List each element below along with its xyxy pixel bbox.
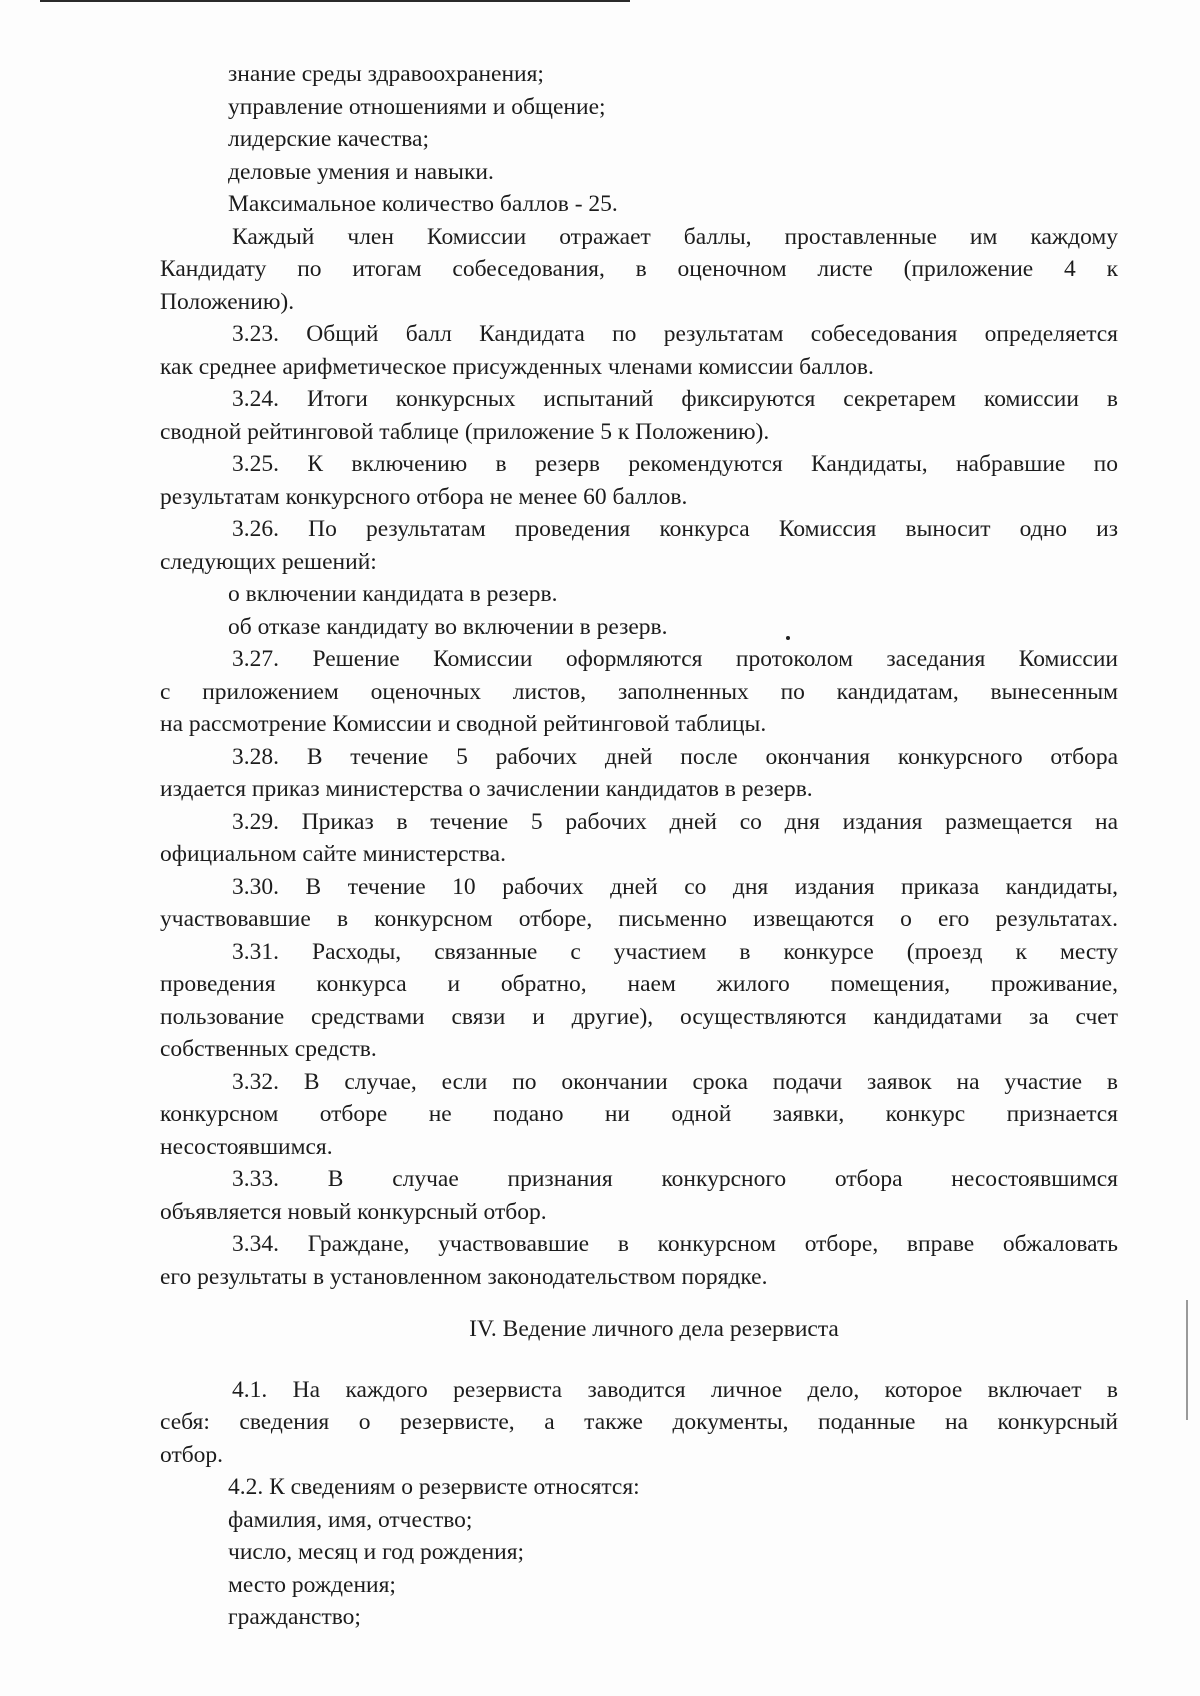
text-line: число, месяц и год рождения; (228, 1539, 525, 1565)
text-line: его результаты в установленном законодательством порядке. (160, 1263, 768, 1290)
text-line: конкурсном отборе не подано ни одной заявки, конкурс признается (160, 1101, 1118, 1127)
text-line: об отказе кандидату во включении в резерв. (228, 613, 668, 640)
text-line: Максимальное количество баллов - 25. (228, 191, 618, 217)
text-line: объявляется новый конкурсный отбор. (160, 1198, 547, 1225)
text-line: Положению). (160, 288, 295, 315)
text-line: 4.1. На каждого резервиста заводится личное дело, которое включает в (232, 1376, 1118, 1403)
text-line: знание среды здравоохранения; (228, 61, 544, 87)
text-line: проведения конкурса и обратно, наем жилого помещения, проживание, (160, 971, 1118, 997)
text-line: место рождения; (228, 1571, 396, 1598)
text-line: 3.31. Расходы, связанные с участием в конкурсе (проезд к месту (232, 938, 1118, 965)
text-line: 3.29. Приказ в течение 5 рабочих дней со дня издания размещается на (232, 808, 1118, 835)
text-line: на рассмотрение Комиссии и сводной рейтинговой таблицы. (160, 711, 767, 737)
text-line: 3.25. К включению в резерв рекомендуются Кандидаты, набравшие по (232, 451, 1118, 477)
text-line: деловые умения и навыки. (228, 158, 494, 185)
text-line: лидерские качества; (228, 126, 430, 152)
text-line: фамилия, имя, отчество; (228, 1506, 473, 1533)
text-line: издается приказ министерства о зачислении кандидатов в резерв. (160, 776, 813, 802)
top-rule (40, 0, 630, 2)
text-line: официальном сайте министерства. (160, 841, 506, 867)
text-line: 3.23. Общий балл Кандидата по результатам собеседования определяется (232, 321, 1118, 347)
text-line: Каждый член Комиссии отражает баллы, проставленные им каждому (232, 223, 1118, 250)
text-line: 3.33. В случае признания конкурсного отбора несостоявшимся (232, 1166, 1118, 1192)
scan-edge-mark (1186, 1300, 1188, 1420)
text-line: сводной рейтинговой таблице (приложение 5 к Положению). (160, 418, 770, 445)
text-line: о включении кандидата в резерв. (228, 581, 558, 607)
text-line: как среднее арифметическое присужденных членами комиссии баллов. (160, 353, 874, 380)
text-line: Кандидату по итогам собеседования, в оценочном листе (приложение 4 к (160, 256, 1118, 282)
text-line: себя: сведения о резервисте, а также документы, поданные на конкурсный (160, 1409, 1118, 1435)
section-four-text (160, 1374, 1118, 1634)
text-line: гражданство; (228, 1604, 361, 1630)
section-three-text (160, 58, 1118, 1293)
text-line: 3.26. По результатам проведения конкурса Комиссия выносит одно из (232, 516, 1118, 542)
text-line: отбор. (160, 1441, 224, 1468)
text-line: пользование средствами связи и другие), осуществляются кандидатами за счет (160, 1003, 1118, 1030)
text-line: результатам конкурсного отбора не менее 60 баллов. (160, 483, 688, 510)
document-body (160, 58, 1118, 1634)
text-line: 3.28. В течение 5 рабочих дней после окончания конкурсного отбора (232, 743, 1118, 770)
text-line: 3.27. Решение Комиссии оформляются протоколом заседания Комиссии (232, 646, 1118, 672)
text-line: 3.34. Граждане, участвовавшие в конкурсном отборе, вправе обжаловать (232, 1231, 1118, 1257)
text-line: участвовавшие в конкурсном отборе, письменно извещаются о его результатах. (160, 906, 1118, 932)
text-line: управление отношениями и общение; (228, 93, 606, 120)
text-line: собственных средств. (160, 1036, 377, 1062)
text-line: с приложением оценочных листов, заполненных по кандидатам, вынесенным (160, 678, 1118, 705)
section-heading: IV. Ведение личного дела резервиста (469, 1316, 839, 1342)
text-line: следующих решений: (160, 548, 377, 575)
text-line: 4.2. К сведениям о резервисте относятся: (228, 1474, 640, 1500)
text-line: 3.32. В случае, если по окончании срока подачи заявок на участие в (232, 1068, 1118, 1095)
text-line: 3.24. Итоги конкурсных испытаний фиксируются секретарем комиссии в (232, 386, 1118, 412)
text-line: несостоявшимся. (160, 1133, 333, 1160)
text-line: 3.30. В течение 10 рабочих дней со дня издания приказа кандидаты, (232, 873, 1118, 900)
